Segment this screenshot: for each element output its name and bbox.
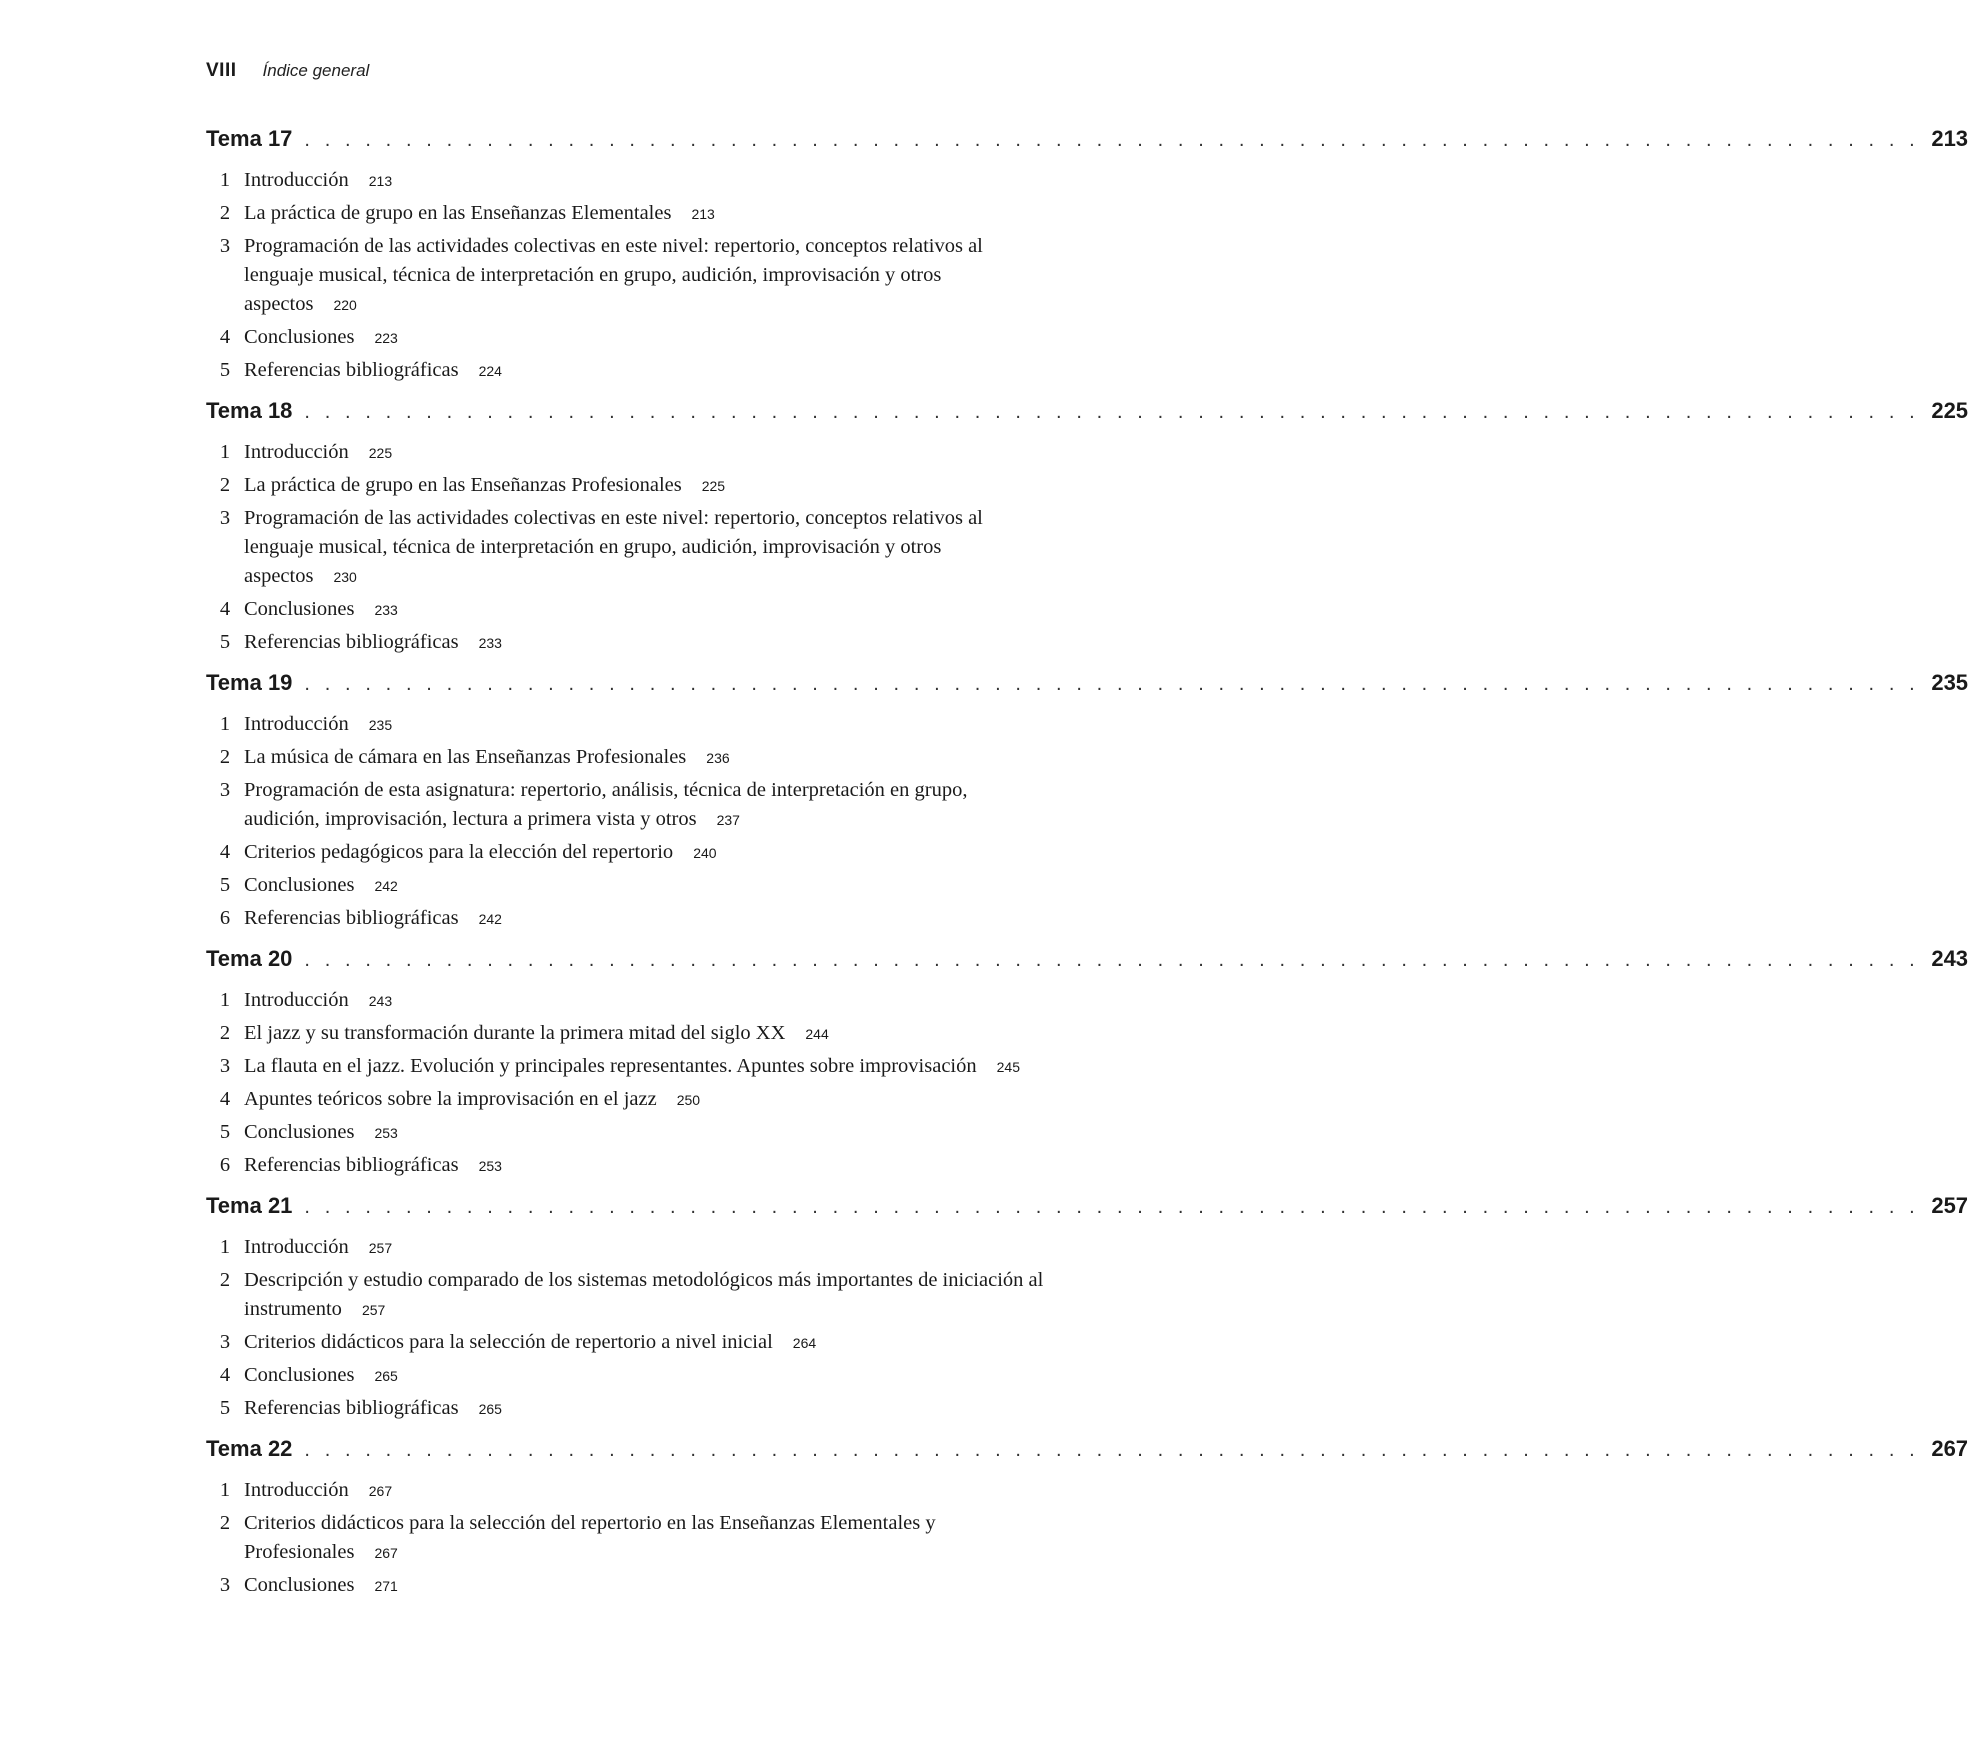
entry-title: La práctica de grupo en las Enseñanzas Elementales bbox=[244, 202, 672, 224]
page-folio: VIII bbox=[206, 60, 237, 81]
toc-section-heading bbox=[206, 126, 1968, 166]
entry-title: Conclusiones bbox=[244, 874, 355, 896]
entry-number: 1 bbox=[219, 169, 231, 191]
entry-number: 2 bbox=[219, 202, 231, 224]
section-title: Tema 18 bbox=[206, 398, 293, 423]
entry-text-block bbox=[244, 904, 1044, 934]
section-page-number: 235 bbox=[1931, 670, 1968, 695]
entry-title: Apuntes teóricos sobre la improvisación en el jazz bbox=[244, 1088, 657, 1110]
toc-section bbox=[206, 670, 1968, 934]
entry-text-block bbox=[244, 471, 1044, 501]
entry-number: 1 bbox=[219, 713, 231, 735]
entry-number: 1 bbox=[219, 1479, 231, 1501]
entry-page-number: 267 bbox=[368, 1483, 393, 1499]
entry-page-number: 244 bbox=[805, 1026, 829, 1042]
toc-entry bbox=[206, 838, 1082, 868]
entry-title: Programación de las actividades colectivas en este nivel: repertorio, conceptos relativos al lenguaje musical, técnica de interpretación en grupo, audición, improvisación y otros aspectos bbox=[244, 235, 983, 315]
entry-page-number: 223 bbox=[374, 330, 398, 346]
toc-entry bbox=[206, 1328, 1082, 1358]
entry-text-block bbox=[244, 166, 1044, 196]
entry-title: Criterios didácticos para la selección de repertorio a nivel inicial bbox=[244, 1331, 773, 1353]
entry-page-number: 242 bbox=[374, 878, 398, 894]
dot-leader: . . . . . . . . . . . . . . . . . . . . . . . . . . . . . . . . . . . . . . . . . . . . . . . . . . . . . . . . . . . . . . . . . . . . . . . . . . . . . . . . bbox=[304, 401, 1920, 423]
toc-entry bbox=[206, 776, 1082, 835]
entry-text-block bbox=[244, 1571, 1044, 1601]
entry-page-number: 225 bbox=[368, 445, 393, 461]
toc-entry bbox=[206, 710, 1082, 740]
entry-page-number: 267 bbox=[374, 1545, 398, 1561]
entry-text-block bbox=[244, 838, 1044, 868]
entry-number: 3 bbox=[219, 235, 231, 257]
entry-text-block bbox=[244, 232, 1044, 320]
entry-text-block bbox=[244, 986, 1044, 1016]
entry-title: Conclusiones bbox=[244, 598, 355, 620]
toc-entry bbox=[206, 1509, 1082, 1568]
toc-entry bbox=[206, 986, 1082, 1016]
toc-entry bbox=[206, 1085, 1082, 1115]
entry-text-block bbox=[244, 710, 1044, 740]
entry-number: 3 bbox=[219, 779, 231, 801]
entry-title: Introducción bbox=[244, 441, 349, 463]
entry-number: 4 bbox=[219, 841, 231, 863]
toc-entry bbox=[206, 595, 1082, 625]
entry-number: 1 bbox=[219, 989, 231, 1011]
entry-text-block bbox=[244, 776, 1044, 835]
entry-text-block bbox=[244, 871, 1044, 901]
entry-text-block bbox=[244, 1361, 1044, 1391]
toc-section-heading bbox=[206, 670, 1968, 710]
entry-number: 5 bbox=[219, 631, 231, 653]
entry-number: 3 bbox=[219, 507, 231, 529]
entry-text-block bbox=[244, 595, 1044, 625]
entry-title: La flauta en el jazz. Evolución y principales representantes. Apuntes sobre improvisación bbox=[244, 1055, 977, 1077]
entry-text-block bbox=[244, 1328, 1044, 1358]
entry-text-block bbox=[244, 1052, 1044, 1082]
entry-title: Introducción bbox=[244, 169, 349, 191]
entry-title: El jazz y su transformación durante la primera mitad del siglo XX bbox=[244, 1022, 786, 1044]
toc-entry bbox=[206, 504, 1082, 592]
entry-title: Conclusiones bbox=[244, 1121, 355, 1143]
dot-leader: . . . . . . . . . . . . . . . . . . . . . . . . . . . . . . . . . . . . . . . . . . . . . . . . . . . . . . . . . . . . . . . . . . . . . . . . . . . . . . . . bbox=[304, 949, 1920, 971]
toc-entry bbox=[206, 628, 1082, 658]
entry-title: La práctica de grupo en las Enseñanzas Profesionales bbox=[244, 474, 682, 496]
entry-text-block bbox=[244, 628, 1044, 658]
toc-entry bbox=[206, 1476, 1082, 1506]
entry-number: 2 bbox=[219, 1512, 231, 1534]
toc-entry bbox=[206, 1233, 1082, 1263]
running-title: Índice general bbox=[262, 61, 370, 80]
entry-text-block bbox=[244, 1476, 1044, 1506]
running-header bbox=[206, 60, 369, 82]
entry-page-number: 250 bbox=[676, 1092, 701, 1108]
entry-page-number: 236 bbox=[706, 750, 730, 766]
toc-entry bbox=[206, 1571, 1082, 1601]
entry-text-block bbox=[244, 199, 1044, 229]
toc-section bbox=[206, 1436, 1968, 1601]
toc-section bbox=[206, 126, 1968, 386]
entry-page-number: 245 bbox=[996, 1059, 1020, 1075]
entry-number: 4 bbox=[219, 1364, 231, 1386]
entry-page-number: 233 bbox=[374, 602, 398, 618]
toc-entry bbox=[206, 871, 1082, 901]
dot-leader: . . . . . . . . . . . . . . . . . . . . . . . . . . . . . . . . . . . . . . . . . . . . . . . . . . . . . . . . . . . . . . . . . . . . . . . . . . . . . . . . bbox=[304, 673, 1920, 695]
entry-title: La música de cámara en las Enseñanzas Profesionales bbox=[244, 746, 687, 768]
toc-entry bbox=[206, 1019, 1082, 1049]
entry-title: Descripción y estudio comparado de los sistemas metodológicos más importantes de iniciación al instrumento bbox=[244, 1269, 1044, 1320]
toc-entry bbox=[206, 1052, 1082, 1082]
entry-title: Introducción bbox=[244, 713, 349, 735]
entry-number: 2 bbox=[219, 746, 231, 768]
entry-number: 3 bbox=[219, 1574, 231, 1596]
entry-page-number: 213 bbox=[368, 173, 393, 189]
toc-entry bbox=[206, 356, 1082, 386]
entry-page-number: 225 bbox=[701, 478, 726, 494]
toc-section bbox=[206, 946, 1968, 1181]
entry-page-number: 240 bbox=[693, 845, 717, 861]
entry-number: 3 bbox=[219, 1055, 231, 1077]
section-title: Tema 17 bbox=[206, 126, 293, 151]
entry-page-number: 230 bbox=[333, 569, 357, 585]
toc-entry bbox=[206, 232, 1082, 320]
entry-text-block bbox=[244, 1118, 1044, 1148]
entry-title: Programación de esta asignatura: repertorio, análisis, técnica de interpretación en grupo, audición, improvisación, lectura a primera vista y otros bbox=[244, 779, 968, 830]
entry-title: Conclusiones bbox=[244, 1574, 355, 1596]
entry-text-block bbox=[244, 1019, 1044, 1049]
entry-page-number: 253 bbox=[478, 1158, 502, 1174]
section-page-number: 257 bbox=[1931, 1193, 1968, 1218]
entry-text-block bbox=[244, 1509, 1044, 1568]
entry-number: 6 bbox=[219, 1154, 231, 1176]
entry-title: Referencias bibliográficas bbox=[244, 907, 459, 929]
entry-text-block bbox=[244, 504, 1044, 592]
section-page-number: 225 bbox=[1931, 398, 1968, 423]
entry-number: 4 bbox=[219, 1088, 231, 1110]
entry-text-block bbox=[244, 323, 1044, 353]
toc-section bbox=[206, 398, 1968, 658]
toc-entry bbox=[206, 1151, 1082, 1181]
entry-number: 3 bbox=[219, 1331, 231, 1353]
entry-text-block bbox=[244, 1085, 1044, 1115]
toc-section-heading bbox=[206, 1436, 1968, 1476]
entry-title: Criterios pedagógicos para la elección del repertorio bbox=[244, 841, 674, 863]
entry-title: Introducción bbox=[244, 989, 349, 1011]
section-page-number: 243 bbox=[1931, 946, 1968, 971]
entry-title: Conclusiones bbox=[244, 326, 355, 348]
entry-page-number: 257 bbox=[368, 1240, 393, 1256]
toc-entry bbox=[206, 1266, 1082, 1325]
entry-text-block bbox=[244, 1394, 1044, 1424]
dot-leader: . . . . . . . . . . . . . . . . . . . . . . . . . . . . . . . . . . . . . . . . . . . . . . . . . . . . . . . . . . . . . . . . . . . . . . . . . . . . . . . . bbox=[304, 129, 1920, 151]
entry-page-number: 257 bbox=[361, 1302, 386, 1318]
toc-entry bbox=[206, 1394, 1082, 1424]
entry-number: 2 bbox=[219, 1269, 231, 1291]
entry-title: Conclusiones bbox=[244, 1364, 355, 1386]
entry-title: Referencias bibliográficas bbox=[244, 1397, 459, 1419]
entry-text-block bbox=[244, 1266, 1044, 1325]
entry-page-number: 242 bbox=[478, 911, 502, 927]
toc-entry bbox=[206, 743, 1082, 773]
dot-leader: . . . . . . . . . . . . . . . . . . . . . . . . . . . . . . . . . . . . . . . . . . . . . . . . . . . . . . . . . . . . . . . . . . . . . . . . . . . . . . . . bbox=[304, 1196, 1920, 1218]
toc-section-heading bbox=[206, 398, 1968, 438]
entry-title: Referencias bibliográficas bbox=[244, 359, 459, 381]
entry-title: Programación de las actividades colectivas en este nivel: repertorio, conceptos relativos al lenguaje musical, técnica de interpretación en grupo, audición, improvisación y otros aspectos bbox=[244, 507, 983, 587]
entry-page-number: 253 bbox=[374, 1125, 398, 1141]
entry-number: 5 bbox=[219, 359, 231, 381]
entry-page-number: 271 bbox=[374, 1578, 398, 1594]
entry-title: Referencias bibliográficas bbox=[244, 631, 459, 653]
toc-entry bbox=[206, 438, 1082, 468]
entry-title: Introducción bbox=[244, 1479, 349, 1501]
entry-page-number: 265 bbox=[478, 1401, 502, 1417]
section-title: Tema 19 bbox=[206, 670, 293, 695]
entry-text-block bbox=[244, 1151, 1044, 1181]
section-page-number: 213 bbox=[1931, 126, 1968, 151]
entry-page-number: 224 bbox=[478, 363, 502, 379]
dot-leader: . . . . . . . . . . . . . . . . . . . . . . . . . . . . . . . . . . . . . . . . . . . . . . . . . . . . . . . . . . . . . . . . . . . . . . . . . . . . . . . . bbox=[304, 1439, 1920, 1461]
section-title: Tema 22 bbox=[206, 1436, 293, 1461]
entry-page-number: 235 bbox=[368, 717, 393, 733]
toc-entry bbox=[206, 323, 1082, 353]
entry-number: 1 bbox=[219, 1236, 231, 1258]
entry-number: 4 bbox=[219, 326, 231, 348]
toc-section-heading bbox=[206, 946, 1968, 986]
entry-text-block bbox=[244, 743, 1044, 773]
toc-entry bbox=[206, 1361, 1082, 1391]
entry-page-number: 243 bbox=[368, 993, 393, 1009]
entry-title: Introducción bbox=[244, 1236, 349, 1258]
entry-text-block bbox=[244, 438, 1044, 468]
entry-number: 6 bbox=[219, 907, 231, 929]
entry-number: 2 bbox=[219, 1022, 231, 1044]
toc-entry bbox=[206, 904, 1082, 934]
entry-number: 1 bbox=[219, 441, 231, 463]
entry-page-number: 237 bbox=[716, 812, 740, 828]
toc-section bbox=[206, 1193, 1968, 1424]
toc-entry bbox=[206, 199, 1082, 229]
entry-title: Referencias bibliográficas bbox=[244, 1154, 459, 1176]
entry-page-number: 265 bbox=[374, 1368, 398, 1384]
section-title: Tema 20 bbox=[206, 946, 293, 971]
toc-section-heading bbox=[206, 1193, 1968, 1233]
entry-text-block bbox=[244, 1233, 1044, 1263]
entry-text-block bbox=[244, 356, 1044, 386]
entry-page-number: 213 bbox=[691, 206, 715, 222]
entry-number: 2 bbox=[219, 474, 231, 496]
entry-number: 5 bbox=[219, 874, 231, 896]
toc-entry bbox=[206, 166, 1082, 196]
table-of-contents bbox=[206, 126, 1968, 1613]
entry-title: Criterios didácticos para la selección del repertorio en las Enseñanzas Elementales y Profesionales bbox=[244, 1512, 936, 1563]
entry-number: 5 bbox=[219, 1397, 231, 1419]
entry-number: 4 bbox=[219, 598, 231, 620]
entry-page-number: 220 bbox=[333, 297, 357, 313]
toc-entry bbox=[206, 471, 1082, 501]
section-page-number: 267 bbox=[1931, 1436, 1968, 1461]
entry-page-number: 233 bbox=[478, 635, 502, 651]
entry-number: 5 bbox=[219, 1121, 231, 1143]
toc-entry bbox=[206, 1118, 1082, 1148]
entry-page-number: 264 bbox=[792, 1335, 817, 1351]
section-title: Tema 21 bbox=[206, 1193, 293, 1218]
